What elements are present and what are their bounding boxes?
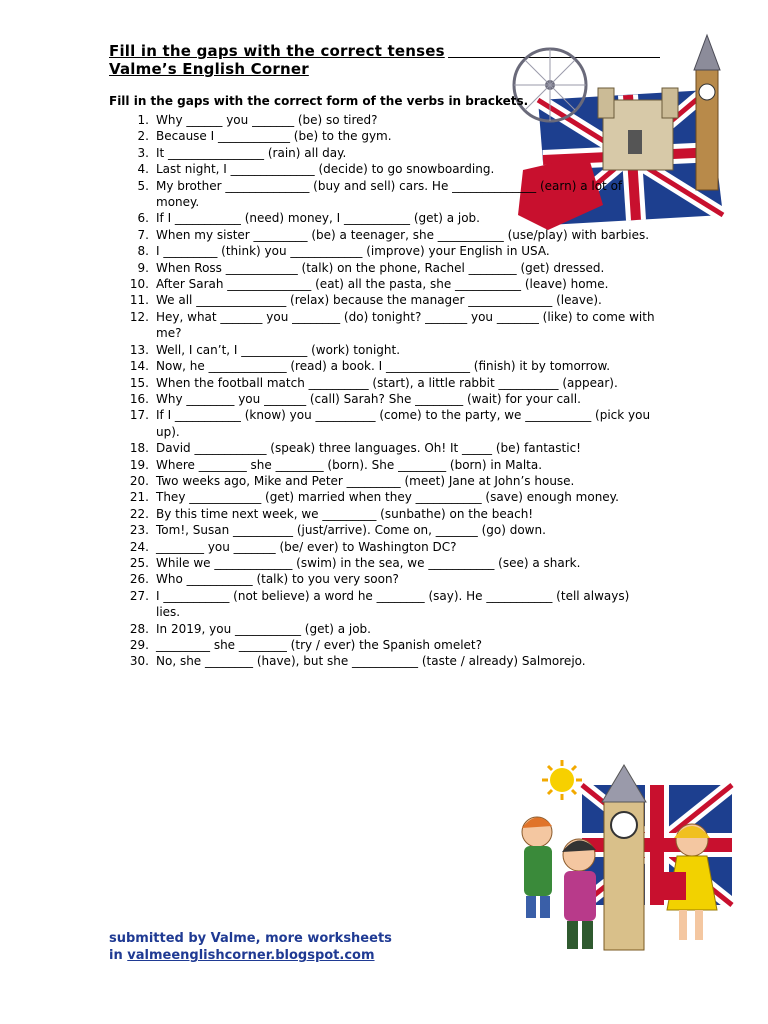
item-number: 16. <box>129 391 149 406</box>
item-number: 12. <box>129 309 149 324</box>
footer-prefix: in <box>109 948 128 963</box>
item-number: 18. <box>129 441 149 456</box>
list-item <box>109 506 657 522</box>
item-text: We all _______________ (relax) because the manager ______________ (leave). <box>156 293 602 308</box>
list-item <box>109 653 657 669</box>
worksheet-subtitle: Valme’s English Corner <box>109 60 309 78</box>
item-number: 4. <box>137 162 149 177</box>
item-text: Who ___________ (talk) to you very soon? <box>156 572 399 587</box>
list-item <box>109 489 657 505</box>
item-text: No, she ________ (have), but she ___________ (taste / already) Salmorejo. <box>156 654 586 669</box>
big-ben-tower <box>694 35 720 190</box>
item-text: When the football match __________ (start), a little rabbit __________ (appear). <box>156 375 618 390</box>
item-number: 10. <box>129 277 149 292</box>
item-number: 1. <box>137 113 149 127</box>
list-item <box>109 260 657 276</box>
item-text: Now, he _____________ (read) a book. I ______________ (finish) it by tomorrow. <box>156 359 611 374</box>
item-text: Where ________ she ________ (born). She ________ (born) in Malta. <box>156 457 543 472</box>
boy-left <box>522 817 552 918</box>
item-text: When my sister _________ (be) a teenager, she ___________ (use/play) with barbies. <box>156 227 650 242</box>
list-item <box>109 588 657 621</box>
list-item <box>109 128 657 144</box>
footer-line-1: submitted by Valme, more worksheets <box>109 931 392 946</box>
item-text: Why ________ you _______ (call) Sarah? She ________ (wait) for your call. <box>156 391 581 406</box>
item-number: 13. <box>129 342 149 357</box>
item-text: David ____________ (speak) three languages. Oh! It _____ (be) fantastic! <box>156 441 581 456</box>
list-item <box>109 621 657 637</box>
footer-credit <box>109 930 392 964</box>
list-item <box>109 539 657 555</box>
item-text: By this time next week, we _________ (sunbathe) on the beach! <box>156 506 534 521</box>
item-number: 19. <box>129 457 149 472</box>
item-text: When Ross ____________ (talk) on the phone, Rachel ________ (get) dressed. <box>156 260 605 275</box>
item-text: Last night, I ______________ (decide) to go snowboarding. <box>156 162 495 177</box>
list-item <box>109 243 657 259</box>
item-text: Two weeks ago, Mike and Peter _________ (meet) Jane at John’s house. <box>156 473 575 488</box>
list-item <box>109 555 657 571</box>
list-item <box>109 292 657 308</box>
item-number: 27. <box>129 588 149 603</box>
item-number: 14. <box>129 359 149 374</box>
list-item <box>109 473 657 489</box>
list-item <box>109 112 657 128</box>
list-item <box>109 375 657 391</box>
item-text: Why ______ you _______ (be) so tired? <box>156 113 378 127</box>
list-item <box>109 522 657 538</box>
item-text: _________ she ________ (try / ever) the Spanish omelet? <box>156 638 482 652</box>
london-eye-wheel <box>514 49 586 121</box>
list-item <box>109 309 657 342</box>
item-number: 6. <box>137 211 149 226</box>
list-item <box>109 210 657 226</box>
blog-link[interactable]: valmeenglishcorner.blogspot.com <box>127 948 375 963</box>
list-item <box>109 407 657 440</box>
item-text: They ____________ (get) married when they ___________ (save) enough money. <box>156 490 619 505</box>
item-text: While we _____________ (swim) in the sea, we ___________ (see) a shark. <box>156 555 581 570</box>
london-book <box>664 872 686 900</box>
item-text: It ________________ (rain) all day. <box>156 145 347 160</box>
item-number: 9. <box>137 260 149 275</box>
item-text: My brother ______________ (buy and sell) cars. He ______________ (earn) a lot of money. <box>156 178 623 210</box>
item-number: 15. <box>129 375 149 390</box>
list-item <box>109 457 657 473</box>
item-number: 2. <box>137 129 149 144</box>
list-item <box>109 571 657 587</box>
footer-line-2 <box>109 947 392 964</box>
list-item <box>109 637 657 653</box>
item-text: Hey, what _______ you ________ (do) tonight? _______ you _______ (like) to come with me? <box>156 309 655 341</box>
item-number: 8. <box>137 244 149 259</box>
item-number: 7. <box>137 227 149 242</box>
item-text: Tom!, Susan __________ (just/arrive). Come on, _______ (go) down. <box>156 523 546 538</box>
item-text: I ___________ (not believe) a word he ________ (say). He ___________ (tell always) lies. <box>156 588 630 620</box>
item-number: 21. <box>129 490 149 505</box>
list-item <box>109 342 657 358</box>
item-number: 23. <box>129 523 149 538</box>
list-item <box>109 178 657 211</box>
list-item <box>109 358 657 374</box>
item-text: I _________ (think) you ____________ (improve) your English in USA. <box>156 244 550 259</box>
list-item <box>109 145 657 161</box>
boy-center <box>562 839 596 949</box>
clock-tower <box>602 765 646 950</box>
instruction-text: Fill in the gaps with the correct form of the verbs in brackets. <box>109 94 529 108</box>
item-number: 26. <box>129 572 149 587</box>
item-text: Well, I can’t, I ___________ (work) tonight. <box>156 342 401 357</box>
item-number: 20. <box>129 473 149 488</box>
exercise-list <box>109 112 657 670</box>
item-text: ________ you _______ (be/ ever) to Washington DC? <box>156 539 457 554</box>
item-text: After Sarah ______________ (eat) all the pasta, she ___________ (leave) home. <box>156 277 609 292</box>
list-item <box>109 391 657 407</box>
list-item <box>109 161 657 177</box>
item-text: If I ___________ (need) money, I ___________ (get) a job. <box>156 211 480 226</box>
item-text: In 2019, you ___________ (get) a job. <box>156 621 371 636</box>
item-number: 25. <box>129 555 149 570</box>
item-number: 28. <box>129 621 149 636</box>
item-number: 3. <box>137 145 149 160</box>
item-number: 17. <box>129 408 149 423</box>
item-text: Because I ____________ (be) to the gym. <box>156 129 392 144</box>
worksheet-title: Fill in the gaps with the correct tenses <box>109 42 445 60</box>
sun-icon <box>542 760 582 800</box>
item-number: 24. <box>129 539 149 554</box>
kids-in-london-clipart <box>512 760 734 960</box>
list-item <box>109 276 657 292</box>
item-number: 11. <box>129 293 149 308</box>
item-number: 22. <box>129 506 149 521</box>
item-number: 29. <box>129 638 149 652</box>
item-text: If I ___________ (know) you __________ (come) to the party, we ___________ (pick you up). <box>156 408 651 439</box>
item-number: 5. <box>137 178 149 193</box>
list-item <box>109 440 657 456</box>
item-number: 30. <box>129 654 149 669</box>
list-item <box>109 227 657 243</box>
